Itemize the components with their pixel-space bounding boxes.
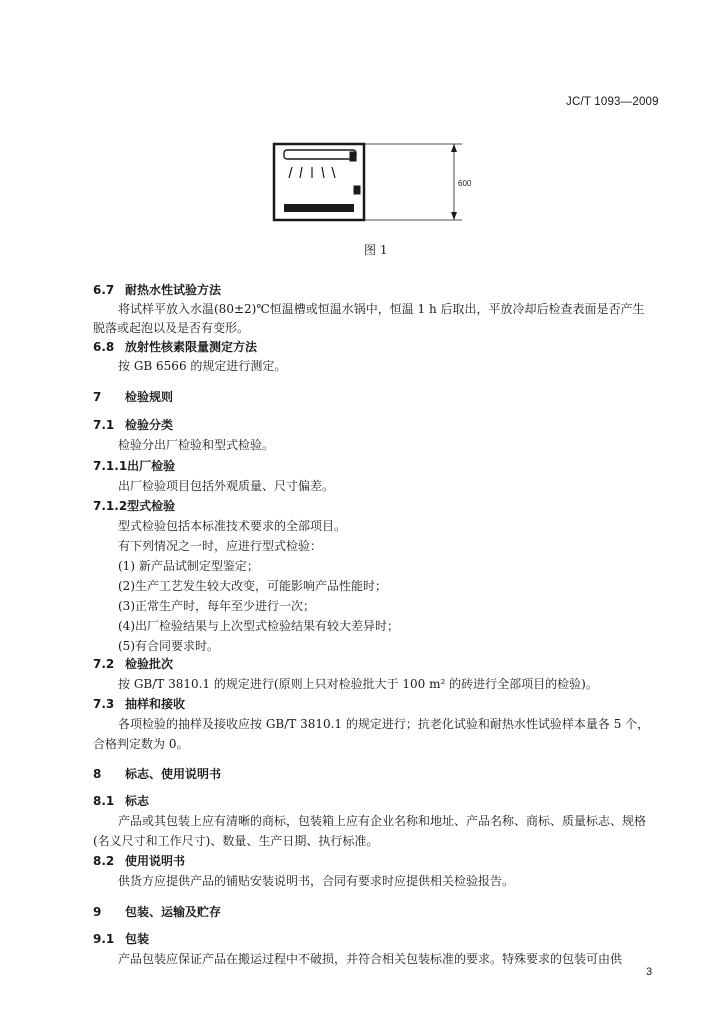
line-text: (5)有合同要求时。	[118, 639, 219, 653]
heading-text: 出厂检验	[127, 459, 176, 473]
line-text: 将试样平放入水温(80±2)℃恒温槽或恒温水锅中，恒温 1 h 后取出，平放冷却后检查表面是否产生	[118, 302, 645, 316]
body-line	[118, 436, 274, 454]
section-number: 7.1	[93, 418, 115, 432]
body-line	[118, 557, 259, 575]
line-text: (3)正常生产时，每年至少进行一次；	[118, 599, 315, 613]
heading-text: 检验规则	[125, 390, 174, 404]
section-number: 6.7	[93, 283, 115, 297]
line-text: (2)生产工艺发生较大改变，可能影响产品性能时；	[118, 579, 387, 593]
heading-text: 检验分类	[125, 418, 174, 432]
line-text: 出厂检验项目包括外观质量、尺寸偏差。	[118, 479, 335, 493]
section-heading	[93, 695, 185, 713]
section-heading	[93, 792, 149, 810]
line-text: 按 GB/T 3810.1 的规定进行(原则上只对检验批大于 100 m² 的砖进行全部项目的检验)。	[118, 677, 598, 691]
section-number: 7.1.1	[93, 459, 128, 473]
body-line	[118, 715, 649, 733]
line-text: (名义尺寸和工作尺寸)、数量、生产日期、执行标准。	[93, 834, 379, 848]
section-number: 8	[93, 767, 102, 781]
heading-text: 型式检验	[127, 499, 176, 513]
line-text: 合格判定数为 0。	[93, 737, 189, 751]
line-text: 供货方应提供产品的铺贴安装说明书，合同有要求时应提供相关检验报告。	[118, 874, 515, 888]
body-line	[118, 637, 219, 655]
section-number: 8.2	[93, 854, 115, 868]
section-heading	[93, 388, 173, 406]
standard-number: JC/T 1093—2009	[566, 96, 659, 108]
section-heading	[93, 457, 175, 475]
section-number: 9.1	[93, 932, 115, 946]
section-number: 6.8	[93, 340, 115, 354]
body-line	[118, 675, 598, 693]
heading-text: 标志	[125, 794, 150, 808]
body-line	[93, 735, 188, 753]
body-line	[118, 872, 514, 890]
section-heading	[93, 416, 173, 434]
page-number: 3	[646, 966, 653, 978]
body-line	[118, 300, 645, 318]
body-line	[93, 832, 378, 850]
heading-text: 耐热水性试验方法	[125, 283, 222, 297]
line-text: 有下列情况之一时，应进行型式检验：	[118, 539, 323, 553]
body-line	[118, 357, 286, 375]
line-text: 产品或其包装上应有清晰的商标，包装箱上应有企业名称和地址、产品名称、商标、质量标志、规格	[118, 814, 647, 828]
line-text: 型式检验包括本标准技术要求的全部项目。	[118, 519, 347, 533]
section-number: 8.1	[93, 794, 115, 808]
line-text: 脱落或起泡以及是否有变形。	[93, 321, 250, 335]
body-line	[118, 950, 622, 968]
line-text: (1) 新产品试制定型鉴定；	[118, 559, 259, 573]
section-number: 9	[93, 905, 102, 919]
body-line	[118, 577, 387, 595]
section-heading	[93, 903, 221, 921]
body-line	[118, 477, 334, 495]
section-heading	[93, 930, 149, 948]
body-line	[118, 617, 399, 635]
section-number: 7.3	[93, 697, 115, 711]
section-heading	[93, 338, 257, 356]
heading-text: 包装、运输及贮存	[125, 905, 222, 919]
heading-text: 标志、使用说明书	[125, 767, 222, 781]
dimension-label: 600	[458, 179, 472, 188]
heading-text: 使用说明书	[125, 854, 186, 868]
section-heading	[93, 765, 221, 783]
section-heading	[93, 852, 185, 870]
section-heading	[93, 655, 173, 673]
line-text: 检验分出厂检验和型式检验。	[118, 438, 275, 452]
heading-text: 抽样和接收	[125, 697, 186, 711]
section-number: 7.2	[93, 657, 115, 671]
section-heading	[93, 497, 175, 515]
section-number: 7	[93, 390, 102, 404]
body-line	[118, 537, 322, 555]
heading-text: 包装	[125, 932, 150, 946]
body-line	[118, 812, 646, 830]
line-text: 各项检验的抽样及接收应按 GB/T 3810.1 的规定进行；抗老化试验和耐热水性试验样本量各 5 个，	[118, 717, 650, 731]
line-text: 产品包装应保证产品在搬运过程中不破损，并符合相关包装标准的要求。特殊要求的包装可由供	[118, 952, 623, 966]
heading-text: 放射性核素限量测定方法	[125, 340, 258, 354]
body-line	[93, 319, 249, 337]
section-heading	[93, 281, 221, 299]
line-text: 按 GB 6566 的规定进行测定。	[118, 359, 287, 373]
body-line	[118, 597, 315, 615]
line-text: (4)出厂检验结果与上次型式检验结果有较大差异时；	[118, 619, 400, 633]
figure-caption: 图 1	[364, 243, 388, 257]
test-apparatus-figure	[270, 140, 480, 225]
section-number: 7.1.2	[93, 499, 128, 513]
body-line	[118, 517, 346, 535]
heading-text: 检验批次	[125, 657, 174, 671]
